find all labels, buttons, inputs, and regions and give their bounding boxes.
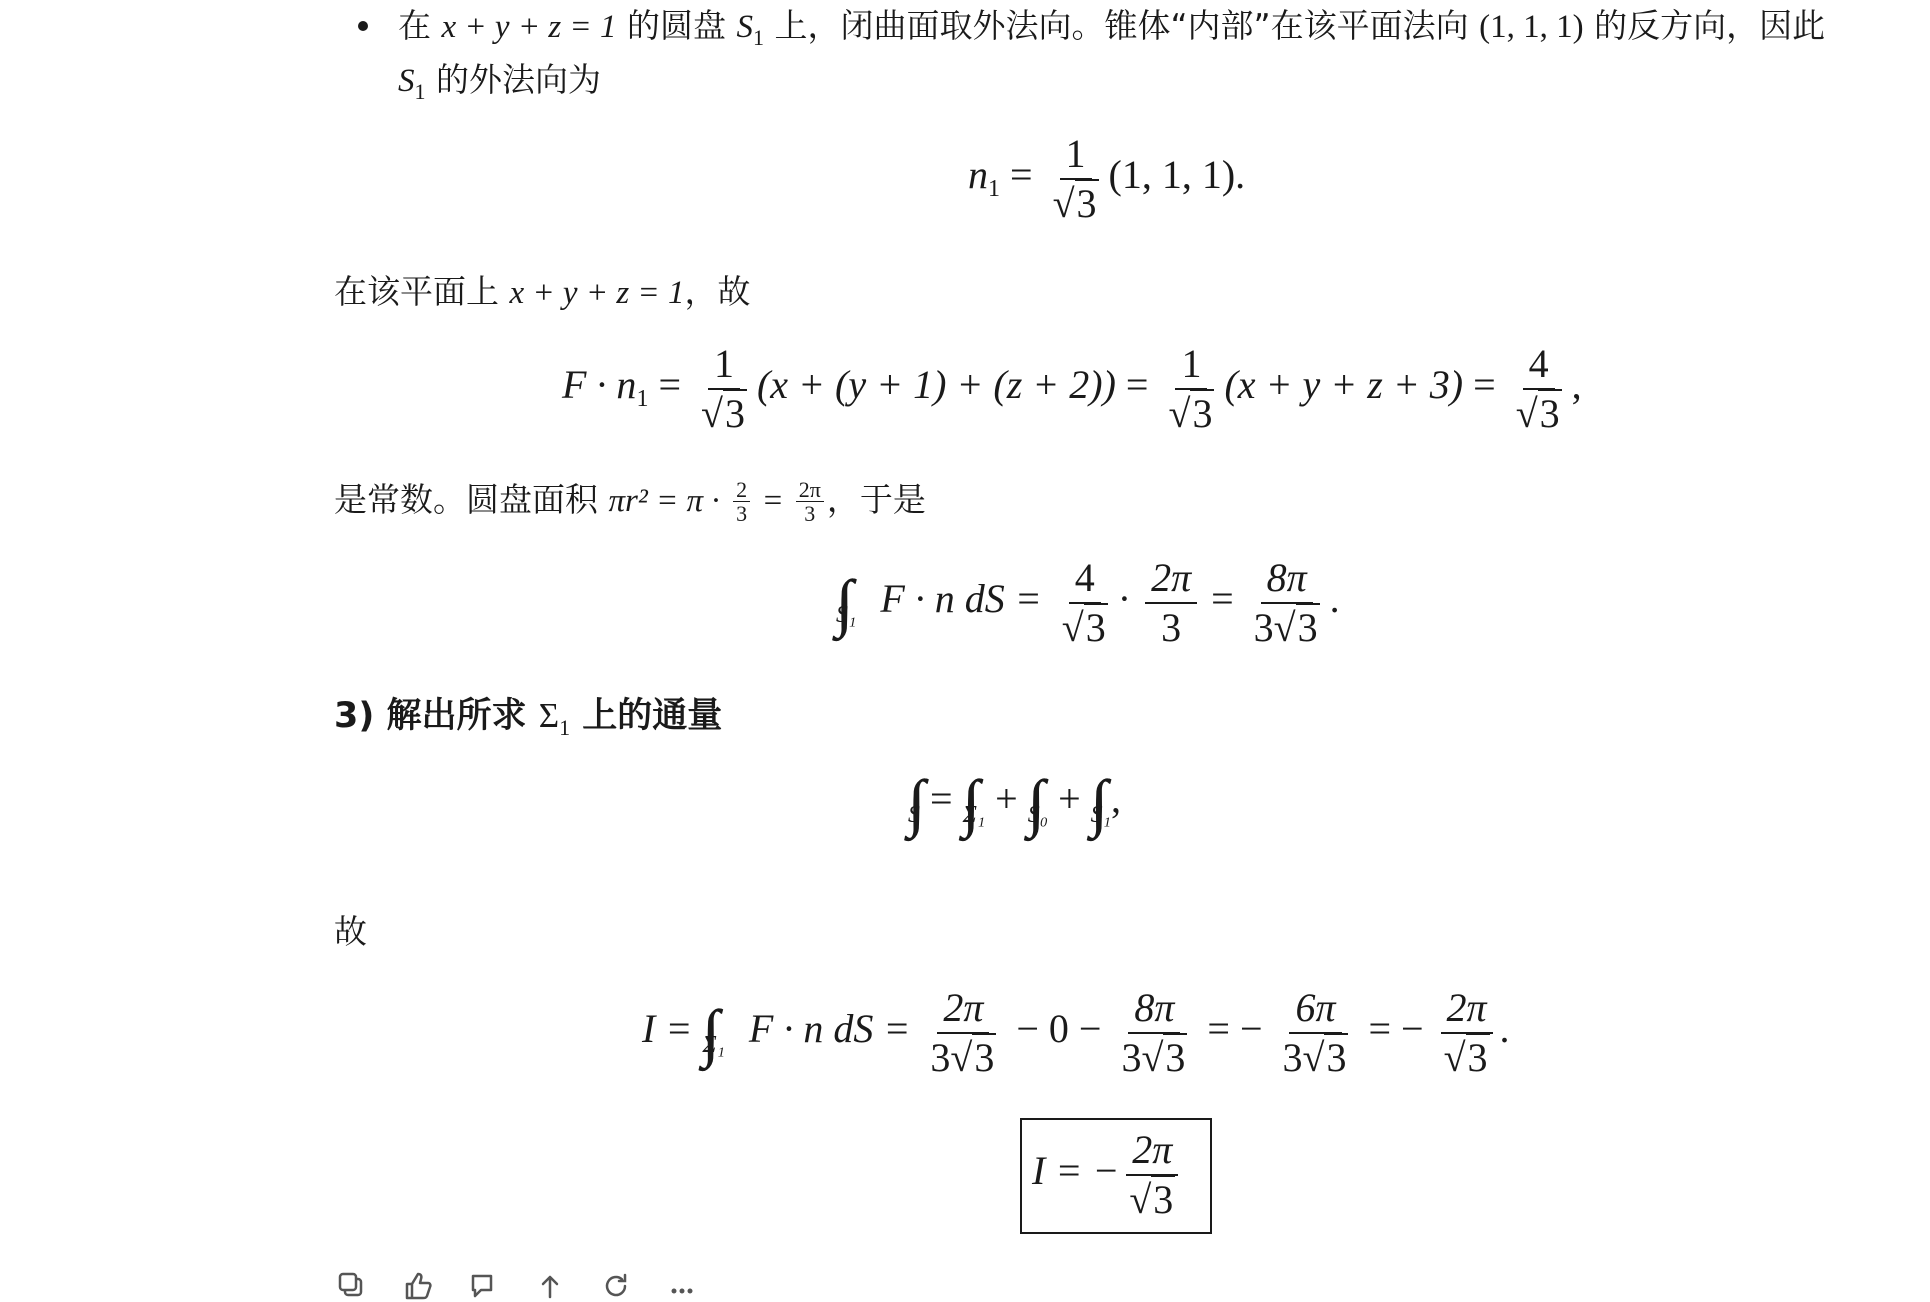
equation-I-result: I = $_{\Sigma_1}$ F · n dS = $\frac{2\pi}{3√3}$ − 0 − $\frac{8\pi}{3√3}$ = − $\frac{6\pi}{3√3}$ = − $\frac{2\pi}{√3}$ . [642,985,1510,1080]
equation-F-dot-n: $F \cdot n_1$ = $\frac{1}{√3}$ (x + (y + 1) + (z + 2)) = $\frac{1}{√3}$ (x + y + z + 3) = $\frac{4}{√3}$ , [562,341,1582,436]
paragraph-plane: 在该平面上 x + y + z = 1，故 [334,272,751,311]
thumbs-up-icon[interactable] [402,1270,434,1302]
list-bullet [358,21,368,31]
section-heading-3: 3) 解出所求 $\Sigma_1$ 上的通量 [334,696,723,740]
paragraph-therefore: 故 [334,912,367,951]
share-icon[interactable] [468,1270,500,1302]
equation-flux-S1: $_{S_1}$ F · n dS = $\frac{4}{√3}$ · $\frac{2\pi}{3}$ = $\frac{8\pi}{3√3}$ . [836,555,1340,650]
upload-icon[interactable] [534,1270,566,1302]
bullet-line-2: $S_1$ 的外法向为 [398,60,601,104]
equation-surface-split: $_S$ = $_{\Sigma_1}$ + $_{S_0}$ + $_{S_1}$, [908,776,1121,829]
more-icon[interactable] [666,1270,698,1302]
regenerate-icon[interactable] [600,1270,632,1302]
copy-icon[interactable] [336,1270,368,1302]
boxed-answer-content: I = − $\frac{2\pi}{√3}$ [1032,1128,1185,1222]
equation-normal-n1: $n_1$ = $\frac{1}{√3}$ (1, 1, 1). [968,131,1246,226]
paragraph-disk-area: 是常数。圆盘面积 πr² = π · $\frac{2}{3}$ = $\frac{2\pi}{3}$ ，于是 [334,477,926,527]
bullet-line-1: 在 x + y + z = 1 的圆盘 $S_1$ 上，闭曲面取外法向。锥体“内部”在该平面法向 (1, 1, 1) 的反方向，因此 [398,6,1826,50]
message-action-toolbar [336,1270,698,1302]
